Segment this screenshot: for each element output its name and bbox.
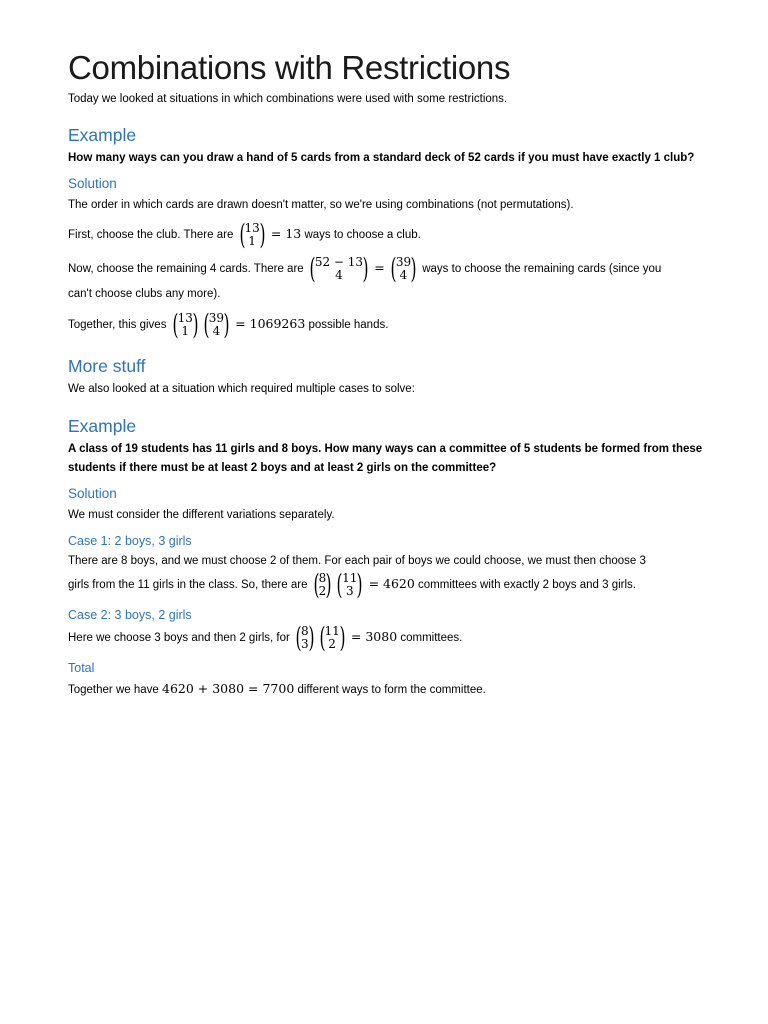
case-text [68, 568, 728, 601]
math-expression: = 13 [270, 226, 302, 242]
binomial-bottom: 3 [300, 637, 309, 651]
binomial-top: 8 [300, 624, 309, 638]
case-heading: Case 1: 2 boys, 3 girls [68, 534, 192, 548]
question-line: students if there must be at least 2 boys and at least 2 girls on the committee? [68, 462, 497, 474]
binomial-coefficient: ( 39 4 ) [203, 308, 230, 341]
binomial-bottom: 4 [335, 268, 343, 282]
more-stuff-heading: More stuff [68, 356, 146, 376]
math-expression: 4620 + 3080 = 7700 [162, 681, 295, 696]
math-expression: = [374, 260, 385, 276]
binomial-coefficient: ( 11 3 ) [336, 568, 363, 601]
case-line: committees. [400, 632, 463, 645]
case-line: committees with exactly 2 boys and 3 girls. [418, 579, 636, 592]
case-text [68, 621, 728, 654]
binomial-top: 52 − 13 [314, 255, 364, 269]
page-title: Combinations with Restrictions [68, 49, 511, 86]
step-text: can't choose clubs any more). [68, 288, 221, 300]
solution-text: We must consider the different variations separately. [68, 509, 335, 521]
total-heading: Total [68, 661, 95, 675]
solution-step-together [68, 308, 728, 341]
binomial-coefficient: ( 13 1 ) [172, 308, 199, 341]
solution-text: The order in which cards are drawn doesn't matter, so we're using combinations (not permutations). [68, 199, 574, 211]
step-text: Now, choose the remaining 4 cards. There are [68, 263, 304, 276]
intro-text: Today we looked at situations in which combinations were used with some restrictions. [68, 93, 508, 105]
case-text [68, 552, 728, 571]
math-expression: = 4620 [368, 576, 415, 592]
case-line: There are 8 boys, and we must choose 2 of them. For each pair of boys we could choose, we must then choose 3 [68, 555, 646, 567]
more-stuff-text: We also looked at a situation which required multiple cases to solve: [68, 383, 415, 395]
step-text: ways to choose a club. [304, 229, 421, 242]
case-line: Here we choose 3 boys and then 2 girls, for [68, 632, 290, 645]
binomial-top: 8 [318, 571, 327, 585]
binomial-coefficient: ( 13 1 ) [239, 218, 266, 251]
step-text: possible hands. [308, 319, 389, 332]
step-text: Together, this gives [68, 319, 167, 332]
math-expression: = 1069263 [235, 316, 306, 332]
step-text: First, choose the club. There are [68, 229, 234, 242]
binomial-coefficient: ( 52 − 13 4 ) [309, 252, 369, 285]
case-line: girls from the 11 girls in the class. So, there are [68, 579, 308, 592]
solution-heading: Solution [68, 176, 117, 191]
binomial-bottom: 4 [399, 268, 408, 282]
binomial-bottom: 1 [181, 324, 190, 338]
binomial-bottom: 1 [248, 234, 256, 248]
total-text [68, 679, 728, 700]
example-question [68, 440, 728, 478]
solution-step-club [68, 218, 728, 251]
question-line: A class of 19 students has 11 girls and 8 boys. How many ways can a committee of 5 students be formed from these [68, 443, 703, 455]
binomial-coefficient: ( 11 2 ) [319, 621, 346, 654]
binomial-top: 39 [208, 311, 225, 325]
math-expression: = 3080 [350, 629, 398, 645]
example-question: How many ways can you draw a hand of 5 cards from a standard deck of 52 cards if you must have exactly 1 club? [68, 152, 695, 164]
binomial-top: 11 [342, 571, 358, 585]
binomial-bottom: 4 [212, 324, 221, 338]
binomial-coefficient: ( 8 3 ) [295, 621, 315, 654]
binomial-coefficient: ( 8 2 ) [313, 568, 332, 601]
binomial-top: 13 [177, 311, 193, 325]
binomial-bottom: 2 [318, 584, 327, 598]
document-page [68, 48, 728, 700]
binomial-top: 11 [324, 624, 340, 638]
total-line: different ways to form the committee. [297, 684, 486, 696]
binomial-coefficient: ( 39 4 ) [390, 252, 417, 285]
solution-heading: Solution [68, 486, 117, 501]
example-heading: Example [68, 416, 137, 436]
case-heading: Case 2: 3 boys, 2 girls [68, 608, 192, 622]
binomial-top: 13 [244, 221, 260, 235]
example-heading: Example [68, 125, 137, 145]
binomial-bottom: 2 [328, 637, 336, 651]
binomial-top: 39 [395, 255, 412, 269]
step-text: ways to choose the remaining cards (since you [422, 263, 662, 276]
total-line: Together we have [68, 684, 159, 696]
solution-step-remaining [68, 252, 728, 305]
binomial-bottom: 3 [345, 584, 354, 598]
